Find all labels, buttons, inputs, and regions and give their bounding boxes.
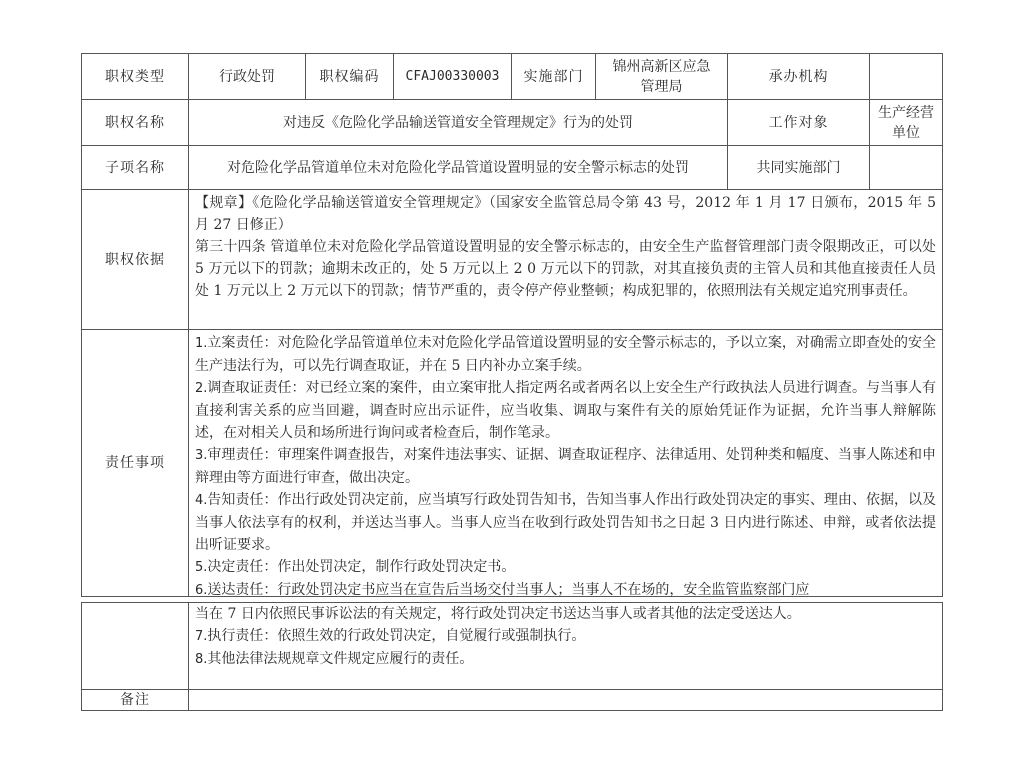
dept-label: 实施部门 xyxy=(512,54,596,99)
remark-value xyxy=(189,690,942,710)
authority-table xyxy=(81,53,943,711)
duty-item-text: 立案责任：对危险化学品管道单位未对危险化学品管道设置明显的安全警示标志的，予以立案，对确需立即查处的安全生产违法行为，可以先行调查取证，并在 5 日内补办立案手续。 xyxy=(195,335,936,374)
duty-item-number: 2. xyxy=(195,381,208,396)
duty-item xyxy=(195,625,936,648)
duty-label: 责任事项 xyxy=(82,330,189,596)
target-value: 生产经营单位 xyxy=(878,104,934,141)
duty-item-number: 7. xyxy=(195,629,208,644)
duty-continued-label-cell xyxy=(82,603,189,689)
duty-item-number: 1. xyxy=(195,336,208,351)
duty-item-number: 3. xyxy=(195,448,208,463)
joint-value xyxy=(870,146,942,189)
duty-item-text: 调查取证责任：对已经立案的案件，由立案审批人指定两名或者两名以上安全生产行政执法人员进行调查。与当事人有直接利害关系的应当回避，调查时应出示证件，应当收集、调取与案件有关的原始凭证作为证据，允许当事人辩解陈述，在对相关人员和场所进行询问或者检查后，制作笔录。 xyxy=(195,380,936,441)
duty-item xyxy=(195,444,936,489)
duty-content xyxy=(189,330,942,596)
basis-article: 第三十四条 管道单位未对危险化学品管道设置明显的安全警示标志的，由安全生产监督管理部门责令限期改正，可以处 5 万元以下的罚款；逾期未改正的，处 5 万元以上 2 0 万元以下的罚款，对其直接负责的主管人员和其他直接责任人员处 1 万元以上 2 万元以下的罚款；情节严重的，责令停产停业整顿；构成犯罪的，依照刑法有关规定追究刑事责任。 xyxy=(195,239,936,299)
dept-value: 锦州高新区应急管理局 xyxy=(596,54,728,99)
name-label: 职权名称 xyxy=(82,100,189,145)
duty-item-text: 告知责任：作出行政处罚决定前，应当填写行政处罚告知书，告知当事人作出行政处罚决定的事实、理由、依据，以及当事人依法享有的权利，并送达当事人。当事人应当在收到行政处罚告知书之日起 3 日内进行陈述、申辩，或者依法提出听证要求。 xyxy=(195,492,936,553)
sub-label: 子项名称 xyxy=(82,146,189,189)
remark-label: 备注 xyxy=(82,690,189,710)
duty-continued-content xyxy=(189,603,942,689)
joint-label: 共同实施部门 xyxy=(728,146,870,189)
type-label: 职权类型 xyxy=(82,54,189,99)
basis-regulation: 【规章】《危险化学品输送管道安全管理规定》（国家安全监管总局令第 43 号，2012 年 1 月 17 日颁布，2015 年 5 月 27 日修正） xyxy=(195,195,936,233)
row-subitem xyxy=(81,145,943,189)
code-value: CFAJ00330003 xyxy=(394,54,512,99)
row-authority-name xyxy=(81,99,943,145)
row-basis xyxy=(81,189,943,329)
duty-item-text: 其他法律法规规章文件规定应履行的责任。 xyxy=(207,651,474,667)
duty-item-number: 5. xyxy=(195,560,208,575)
duty-item xyxy=(195,648,936,671)
basis-content xyxy=(189,190,942,329)
duty-item xyxy=(195,377,936,444)
target-label: 工作对象 xyxy=(728,100,870,145)
duty-item-text: 执行责任：依照生效的行政处罚决定，自觉履行或强制执行。 xyxy=(207,628,586,644)
name-value: 对违反《危险化学品输送管道安全管理规定》行为的处罚 xyxy=(189,100,728,145)
row-duty-continued xyxy=(81,602,943,689)
org-label: 承办机构 xyxy=(728,54,870,99)
org-value xyxy=(870,54,942,99)
basis-label: 职权依据 xyxy=(82,190,189,329)
duty-item-text: 决定责任：作出处罚决定，制作行政处罚决定书。 xyxy=(207,559,516,575)
row-remark xyxy=(81,689,943,711)
row-duty xyxy=(81,329,943,596)
duty-item-text: 审理责任：审理案件调查报告，对案件违法事实、证据、调查取证程序、法律适用、处罚种类和幅度、当事人陈述和申辩理由等方面进行审查，做出决定。 xyxy=(195,447,936,486)
duty-item xyxy=(195,556,936,579)
code-label: 职权编码 xyxy=(306,54,394,99)
duty-item-number: 6. xyxy=(195,583,208,598)
sub-value: 对危险化学品管道单位未对危险化学品管道设置明显的安全警示标志的处罚 xyxy=(189,146,728,189)
duty-item-text: 送达责任：行政处罚决定书应当在宣告后当场交付当事人；当事人不在场的，安全监管监察部门应 xyxy=(207,582,810,598)
row-authority-type xyxy=(81,53,943,99)
type-value: 行政处罚 xyxy=(189,54,306,99)
duty-continued-text: 当在 7 日内依照民事诉讼法的有关规定，将行政处罚决定书送达当事人或者其他的法定受送达人。 xyxy=(195,606,801,622)
duty-item-number: 8. xyxy=(195,652,208,667)
duty-item-number: 4. xyxy=(195,493,208,508)
duty-item xyxy=(195,579,936,602)
duty-item xyxy=(195,332,936,377)
duty-item xyxy=(195,489,936,556)
